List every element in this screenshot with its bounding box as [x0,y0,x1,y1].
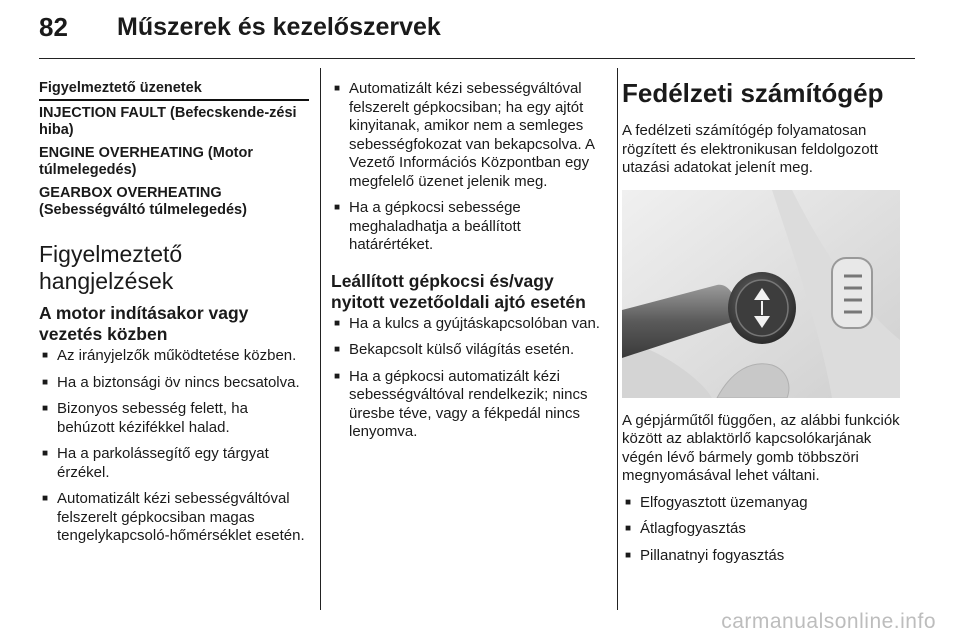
column-2 [331,78,607,450]
list-item: ■ Ha a gépkocsi sebessége meghaladhatja a beállított határértéket. [331,199,607,255]
list-item: ■ Bizonyos sebesség felett, ha behúzott kézifékkel halad. [39,400,309,437]
drive-list-continued [331,80,607,255]
list-item: ■ Automatizált kézi sebességváltóval felszerelt gépkocsiban; ha egy ajtót kinyitanak, amikor nem a semleges sebességfokozat van bekapcsolva. A Vezető Információs Központban egy megfelelő üzenet jelenik meg. [331,80,607,191]
warning-message: INJECTION FAULT (Befecskende-zési hiba) [39,105,297,138]
list-item: ■ Ha a kulcs a gyújtáskapcsolóban van. [331,315,607,334]
list-item: ■ Pillanatnyi fogyasztás [622,547,912,566]
section-heading-chimes: Figyelmeztető hangjelzések [39,241,183,294]
wiper-stalk-photo [622,190,900,398]
list-item: ■ Az irányjelzők működtetése közben. [39,347,309,366]
subheading-parked: Leállított gépkocsi és/vagy nyitott vezetőoldali ajtó esetén [331,270,586,312]
start-drive-list [39,347,309,546]
warning-message: ENGINE OVERHEATING (Motor túlmelegedés) [39,145,254,178]
parked-list [331,315,607,442]
intro-paragraph: A fedélzeti számítógép folyamatosan rögzített és elektronikusan feldolgozott utazási adatokat jelenít meg. [622,122,878,176]
column-divider [320,68,321,610]
wiper-stalk-illustration [622,190,900,398]
page-title: Műszerek és kezelőszervek [117,13,441,41]
list-item: ■ Bekapcsolt külső világítás esetén. [331,341,607,360]
watermark: carmanualsonline.info [721,610,936,633]
header-divider [39,58,915,59]
section-heading-board-computer: Fedélzeti számítógép [622,78,884,108]
warning-messages-title: Figyelmeztető üzenetek [39,80,309,101]
page-header [39,12,915,52]
column-1 [39,78,309,554]
column-3 [622,78,912,573]
column-divider [617,68,618,610]
list-item: ■ Átlagfogyasztás [622,520,912,539]
list-item: ■ Ha a gépkocsi automatizált kézi sebességváltóval rendelkezik; nincs üresbe téve, vagy a fékpedál nincs lenyomva. [331,368,607,442]
warning-message: GEARBOX OVERHEATING (Sebességváltó túlmelegedés) [39,185,247,218]
functions-paragraph: A gépjárműtől függően, az alábbi funkciók között az ablaktörlő kapcsolókarjának végén lévő bármely gomb többszöri megnyomásával lehet váltani. [622,411,900,484]
list-item: ■ Ha a parkolássegítő egy tárgyat érzékel. [39,445,309,482]
list-item: ■ Elfogyasztott üzemanyag [622,494,912,513]
subheading-start-drive: A motor indításakor vagy vezetés közben [39,303,249,344]
list-item: ■ Automatizált kézi sebességváltóval felszerelt gépkocsiban magas tengelykapcsoló-hőmérséklet esetén. [39,490,309,546]
list-item: ■ Ha a biztonsági öv nincs becsatolva. [39,374,309,393]
functions-list [622,494,912,566]
page-number: 82 [39,12,68,42]
